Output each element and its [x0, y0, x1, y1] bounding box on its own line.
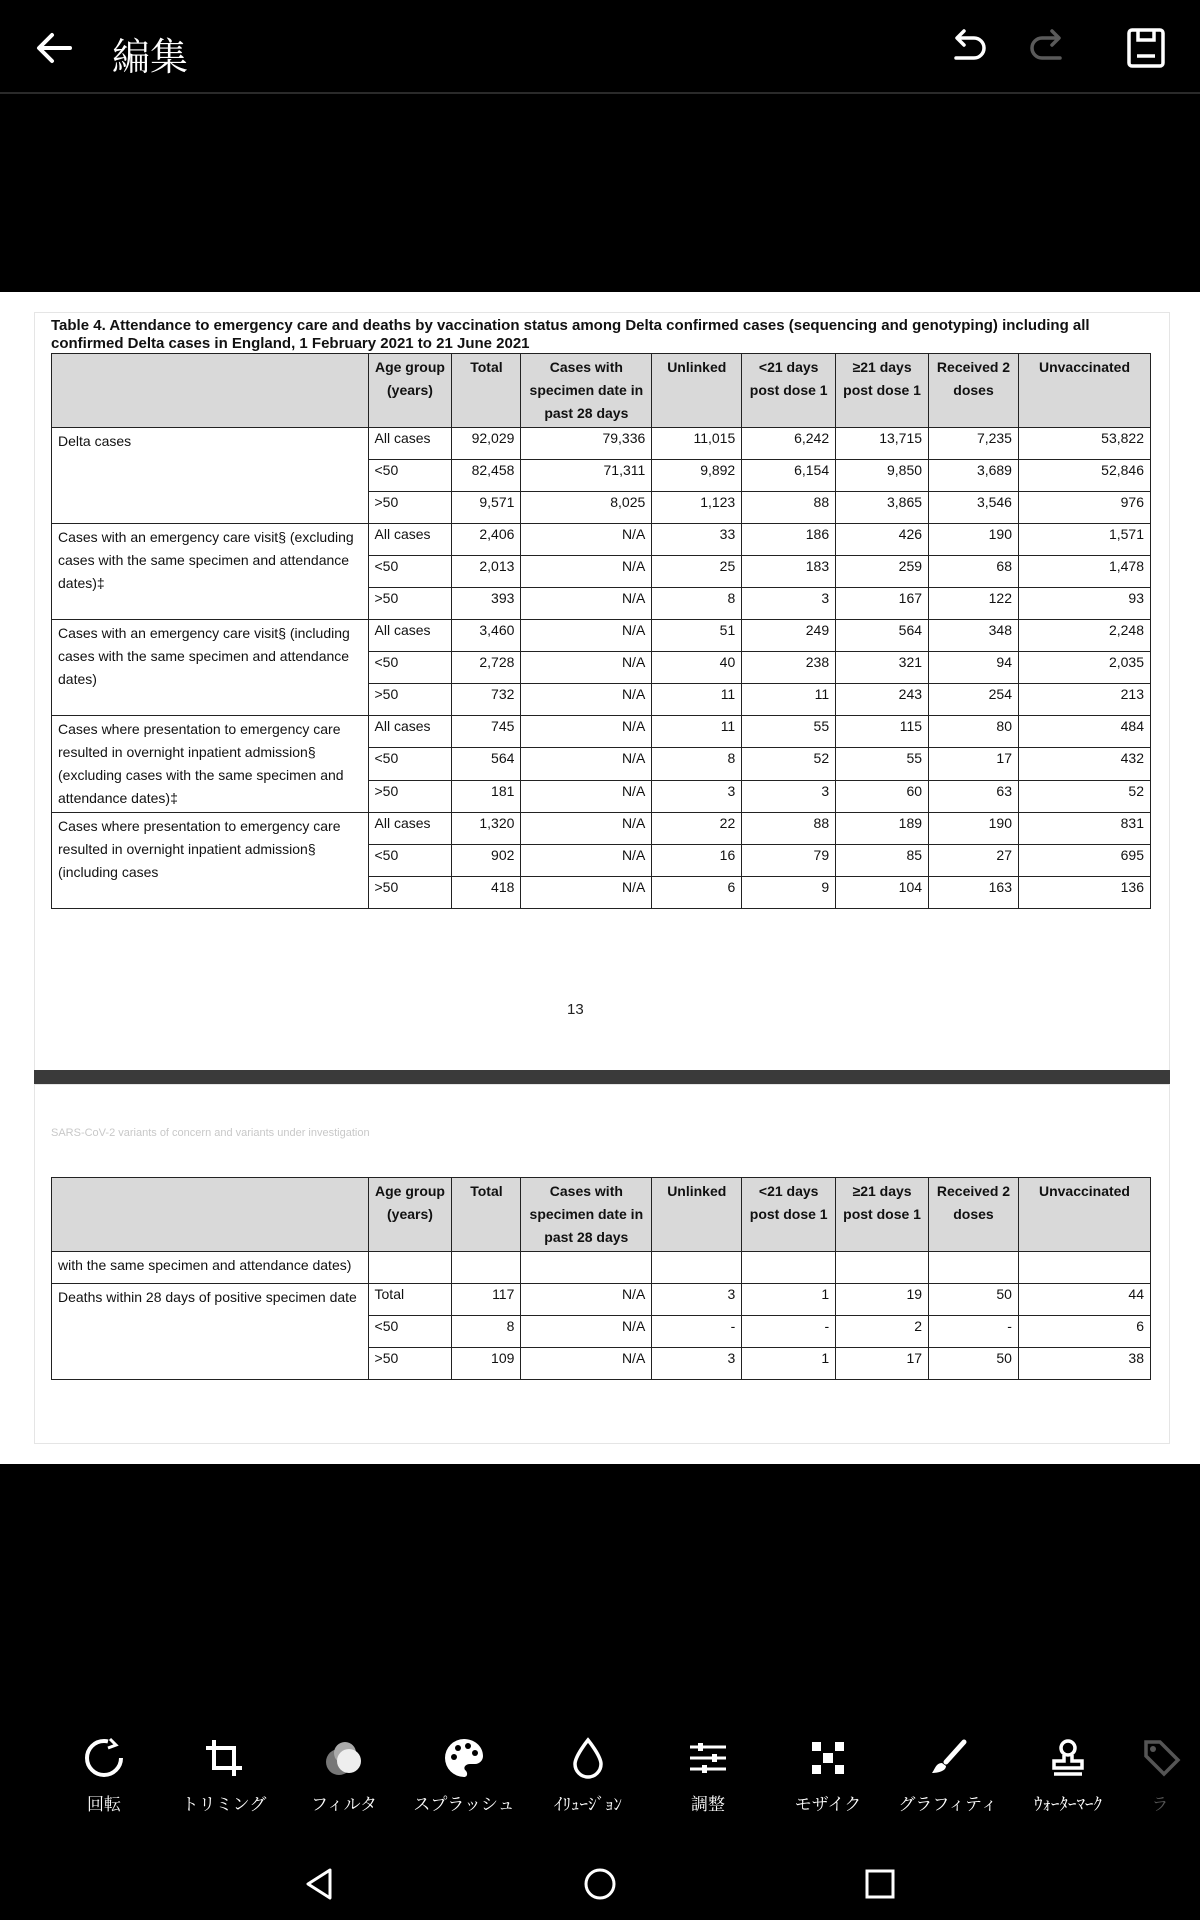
value-cell: 6,242: [742, 428, 836, 460]
tag-icon: [1140, 1736, 1184, 1780]
value-cell: 1: [742, 1348, 836, 1380]
value-cell: 22: [652, 813, 742, 845]
value-cell: 13,715: [836, 428, 929, 460]
value-cell: 2,035: [1018, 652, 1150, 684]
value-cell: 3: [742, 780, 836, 812]
row-group-label: Cases where presentation to emergency care resulted in overnight inpatient admission§ (including cases: [52, 813, 369, 909]
age-group-cell: <50: [368, 748, 452, 780]
tool-adjust[interactable]: [648, 1736, 768, 1836]
value-cell: 564: [452, 748, 521, 780]
value-cell: N/A: [521, 748, 652, 780]
value-cell: 6: [1018, 1316, 1150, 1348]
value-cell: N/A: [521, 716, 652, 748]
system-nav-bar: [0, 1854, 1200, 1920]
tool-crop[interactable]: [164, 1736, 284, 1836]
value-cell: 51: [652, 620, 742, 652]
value-cell: 167: [836, 588, 929, 620]
column-header: Total: [452, 354, 521, 428]
value-cell: 189: [836, 813, 929, 845]
age-group-cell: <50: [368, 460, 452, 492]
value-cell: 3,865: [836, 492, 929, 524]
top-app-bar: [0, 0, 1200, 94]
value-cell: 11: [742, 684, 836, 716]
table-row: [52, 813, 1151, 845]
age-group-cell: >50: [368, 877, 452, 909]
value-cell: 1,478: [1018, 556, 1150, 588]
value-cell: 186: [742, 524, 836, 556]
age-group-cell: All cases: [368, 813, 452, 845]
tool-watermark[interactable]: [1008, 1736, 1128, 1836]
page-divider: [34, 1070, 1170, 1084]
value-cell: [836, 1252, 929, 1284]
age-group-cell: <50: [368, 556, 452, 588]
table-row: [52, 1284, 1151, 1316]
value-cell: 93: [1018, 588, 1150, 620]
tool-mosaic[interactable]: [768, 1736, 888, 1836]
palette-icon: [442, 1736, 486, 1780]
row-group-label: Cases with an emergency care visit§ (including cases with the same specimen and attendance dates): [52, 620, 369, 716]
value-cell: 3: [652, 1348, 742, 1380]
value-cell: 426: [836, 524, 929, 556]
tool-label: スプラッシュ: [413, 1795, 515, 1815]
age-group-cell: >50: [368, 492, 452, 524]
value-cell: 432: [1018, 748, 1150, 780]
value-cell: [1018, 1252, 1150, 1284]
value-cell: N/A: [521, 556, 652, 588]
value-cell: 976: [1018, 492, 1150, 524]
value-cell: N/A: [521, 1316, 652, 1348]
column-header: Age group (years): [368, 354, 452, 428]
value-cell: 63: [929, 780, 1019, 812]
value-cell: 484: [1018, 716, 1150, 748]
value-cell: [652, 1252, 742, 1284]
stamp-icon: [1046, 1736, 1090, 1780]
column-header: <21 days post dose 1: [742, 354, 836, 428]
value-cell: 19: [836, 1284, 929, 1316]
value-cell: N/A: [521, 652, 652, 684]
column-header: Total: [452, 1178, 521, 1252]
value-cell: 55: [836, 748, 929, 780]
tool-label: グラフィティ: [898, 1795, 998, 1815]
age-group-cell: >50: [368, 1348, 452, 1380]
value-cell: 9,850: [836, 460, 929, 492]
value-cell: 8: [652, 748, 742, 780]
value-cell: -: [742, 1316, 836, 1348]
column-header: ≥21 days post dose 1: [836, 354, 929, 428]
age-group-cell: <50: [368, 652, 452, 684]
value-cell: 115: [836, 716, 929, 748]
column-header: Unlinked: [652, 354, 742, 428]
document-image[interactable]: [0, 292, 1200, 1464]
document-page-1: [34, 312, 1170, 1072]
value-cell: 88: [742, 813, 836, 845]
column-header: Received 2 doses: [929, 1178, 1019, 1252]
tool-splash[interactable]: [404, 1736, 524, 1836]
table-row: [52, 524, 1151, 556]
value-cell: 79,336: [521, 428, 652, 460]
value-cell: 902: [452, 845, 521, 877]
value-cell: 40: [652, 652, 742, 684]
value-cell: 213: [1018, 684, 1150, 716]
value-cell: [742, 1252, 836, 1284]
value-cell: 2: [836, 1316, 929, 1348]
value-cell: 109: [452, 1348, 521, 1380]
value-cell: 11: [652, 716, 742, 748]
undo-icon[interactable]: [946, 26, 990, 70]
value-cell: 53,822: [1018, 428, 1150, 460]
row-group-label: Delta cases: [52, 428, 369, 524]
tool-label: モザイク: [794, 1795, 862, 1815]
redo-icon[interactable]: [1026, 26, 1070, 70]
value-cell: 564: [836, 620, 929, 652]
value-cell: 50: [929, 1348, 1019, 1380]
value-cell: N/A: [521, 780, 652, 812]
value-cell: 259: [836, 556, 929, 588]
value-cell: N/A: [521, 684, 652, 716]
value-cell: 2,248: [1018, 620, 1150, 652]
column-header: <21 days post dose 1: [742, 1178, 836, 1252]
value-cell: 3,689: [929, 460, 1019, 492]
value-cell: 9,571: [452, 492, 521, 524]
tool-graffiti[interactable]: [888, 1736, 1008, 1836]
value-cell: [521, 1252, 652, 1284]
value-cell: 3: [652, 780, 742, 812]
value-cell: 104: [836, 877, 929, 909]
age-group-cell: >50: [368, 780, 452, 812]
value-cell: 85: [836, 845, 929, 877]
tool-label-partial[interactable]: [1120, 1736, 1200, 1836]
filter-icon: [322, 1736, 366, 1780]
value-cell: 190: [929, 813, 1019, 845]
value-cell: 55: [742, 716, 836, 748]
tool-label: トリミング: [181, 1795, 267, 1815]
value-cell: N/A: [521, 620, 652, 652]
value-cell: 8: [452, 1316, 521, 1348]
value-cell: 80: [929, 716, 1019, 748]
value-cell: 249: [742, 620, 836, 652]
tool-label: 回転: [87, 1795, 121, 1815]
value-cell: -: [652, 1316, 742, 1348]
column-header: Unvaccinated: [1018, 354, 1150, 428]
column-header: Cases with specimen date in past 28 days: [521, 1178, 652, 1252]
table-row: [52, 1252, 1151, 1284]
document-page-2: [34, 1084, 1170, 1444]
value-cell: 8,025: [521, 492, 652, 524]
value-cell: 38: [1018, 1348, 1150, 1380]
data-table-2: [51, 1177, 1151, 1380]
droplet-icon: [566, 1736, 610, 1780]
value-cell: 25: [652, 556, 742, 588]
value-cell: 44: [1018, 1284, 1150, 1316]
row-group-label: Cases where presentation to emergency care resulted in overnight inpatient admission§ (excluding cases with the same specimen and attendance dates)‡: [52, 716, 369, 813]
value-cell: 2,728: [452, 652, 521, 684]
value-cell: 9,892: [652, 460, 742, 492]
row-group-label: Deaths within 28 days of positive specimen date: [52, 1284, 369, 1380]
value-cell: -: [929, 1316, 1019, 1348]
tool-label: ｳｫｰﾀｰﾏｰｸ: [1034, 1795, 1102, 1815]
value-cell: 8: [652, 588, 742, 620]
table-caption: Table 4. Attendance to emergency care and deaths by vaccination status among Delta confirmed cases (sequencing and genotyping) including all confirmed Delta cases in England, 1 February 2021 to 21 June 2021: [51, 317, 1090, 352]
sliders-icon: [686, 1736, 730, 1780]
brush-icon: [926, 1736, 970, 1780]
value-cell: 52: [1018, 780, 1150, 812]
value-cell: N/A: [521, 877, 652, 909]
value-cell: 1,320: [452, 813, 521, 845]
nav-home-icon[interactable]: [580, 1864, 620, 1904]
value-cell: 3,460: [452, 620, 521, 652]
table-header-row: [52, 1178, 1151, 1252]
value-cell: 6: [652, 877, 742, 909]
save-icon[interactable]: [1122, 24, 1170, 72]
value-cell: 11,015: [652, 428, 742, 460]
tool-filter[interactable]: [284, 1736, 404, 1836]
value-cell: 3: [652, 1284, 742, 1316]
value-cell: 243: [836, 684, 929, 716]
value-cell: 88: [742, 492, 836, 524]
value-cell: 418: [452, 877, 521, 909]
tool-label: ラ: [1151, 1795, 1169, 1815]
value-cell: 17: [836, 1348, 929, 1380]
column-header: ≥21 days post dose 1: [836, 1178, 929, 1252]
value-cell: 7,235: [929, 428, 1019, 460]
column-header: Unvaccinated: [1018, 1178, 1150, 1252]
age-group-cell: <50: [368, 1316, 452, 1348]
value-cell: 321: [836, 652, 929, 684]
table-row: [52, 620, 1151, 652]
age-group-cell: >50: [368, 588, 452, 620]
header-cell-blank: [52, 354, 369, 428]
value-cell: 68: [929, 556, 1019, 588]
value-cell: 50: [929, 1284, 1019, 1316]
value-cell: 17: [929, 748, 1019, 780]
value-cell: 33: [652, 524, 742, 556]
value-cell: 2,406: [452, 524, 521, 556]
value-cell: 695: [1018, 845, 1150, 877]
tool-label: フィルタ: [311, 1795, 377, 1815]
value-cell: 136: [1018, 877, 1150, 909]
value-cell: 9: [742, 877, 836, 909]
mosaic-icon: [806, 1736, 850, 1780]
value-cell: 92,029: [452, 428, 521, 460]
value-cell: 122: [929, 588, 1019, 620]
value-cell: 831: [1018, 813, 1150, 845]
row-group-label: with the same specimen and attendance dates): [52, 1252, 369, 1284]
value-cell: 3: [742, 588, 836, 620]
crop-icon: [202, 1736, 246, 1780]
age-group-cell: All cases: [368, 620, 452, 652]
value-cell: 1,571: [1018, 524, 1150, 556]
value-cell: N/A: [521, 813, 652, 845]
value-cell: 348: [929, 620, 1019, 652]
value-cell: 732: [452, 684, 521, 716]
tool-illusion[interactable]: [528, 1736, 648, 1836]
value-cell: 60: [836, 780, 929, 812]
value-cell: 163: [929, 877, 1019, 909]
value-cell: 52: [742, 748, 836, 780]
value-cell: 27: [929, 845, 1019, 877]
age-group-cell: Total: [368, 1284, 452, 1316]
value-cell: 1: [742, 1284, 836, 1316]
value-cell: 1,123: [652, 492, 742, 524]
table-header-row: [52, 354, 1151, 428]
value-cell: 6,154: [742, 460, 836, 492]
age-group-cell: >50: [368, 684, 452, 716]
value-cell: 238: [742, 652, 836, 684]
value-cell: [452, 1252, 521, 1284]
value-cell: N/A: [521, 524, 652, 556]
page-number: 13: [567, 1001, 584, 1018]
table-row: [52, 716, 1151, 748]
age-group-cell: [368, 1252, 452, 1284]
value-cell: N/A: [521, 1348, 652, 1380]
value-cell: 82,458: [452, 460, 521, 492]
running-head: SARS-CoV-2 variants of concern and variants under investigation: [51, 1127, 370, 1139]
edit-toolbar: [0, 1736, 1200, 1846]
column-header: Age group (years): [368, 1178, 452, 1252]
nav-recents-icon[interactable]: [860, 1864, 900, 1904]
value-cell: N/A: [521, 588, 652, 620]
value-cell: 393: [452, 588, 521, 620]
age-group-cell: All cases: [368, 716, 452, 748]
column-header: Unlinked: [652, 1178, 742, 1252]
age-group-cell: All cases: [368, 428, 452, 460]
value-cell: 3,546: [929, 492, 1019, 524]
value-cell: 71,311: [521, 460, 652, 492]
value-cell: 254: [929, 684, 1019, 716]
nav-back-icon[interactable]: [300, 1864, 340, 1904]
tool-rotate[interactable]: [44, 1736, 164, 1836]
column-header: Received 2 doses: [929, 354, 1019, 428]
age-group-cell: All cases: [368, 524, 452, 556]
tool-label: 調整: [691, 1795, 725, 1815]
value-cell: [929, 1252, 1019, 1284]
value-cell: 11: [652, 684, 742, 716]
header-cell-blank: [52, 1178, 369, 1252]
value-cell: 79: [742, 845, 836, 877]
value-cell: 745: [452, 716, 521, 748]
value-cell: 16: [652, 845, 742, 877]
page-title: 編集: [112, 35, 189, 79]
tool-label: ｲﾘｭｰｼﾞｮﾝ: [554, 1795, 622, 1815]
back-arrow-icon[interactable]: [30, 24, 78, 72]
table-row: [52, 428, 1151, 460]
value-cell: N/A: [521, 845, 652, 877]
row-group-label: Cases with an emergency care visit§ (excluding cases with the same specimen and attendance dates)‡: [52, 524, 369, 620]
data-table-1: [51, 353, 1151, 909]
value-cell: 2,013: [452, 556, 521, 588]
column-header: Cases with specimen date in past 28 days: [521, 354, 652, 428]
rotate-icon: [82, 1736, 126, 1780]
value-cell: 94: [929, 652, 1019, 684]
age-group-cell: <50: [368, 845, 452, 877]
value-cell: 181: [452, 780, 521, 812]
value-cell: N/A: [521, 1284, 652, 1316]
value-cell: 117: [452, 1284, 521, 1316]
value-cell: 190: [929, 524, 1019, 556]
value-cell: 52,846: [1018, 460, 1150, 492]
value-cell: 183: [742, 556, 836, 588]
